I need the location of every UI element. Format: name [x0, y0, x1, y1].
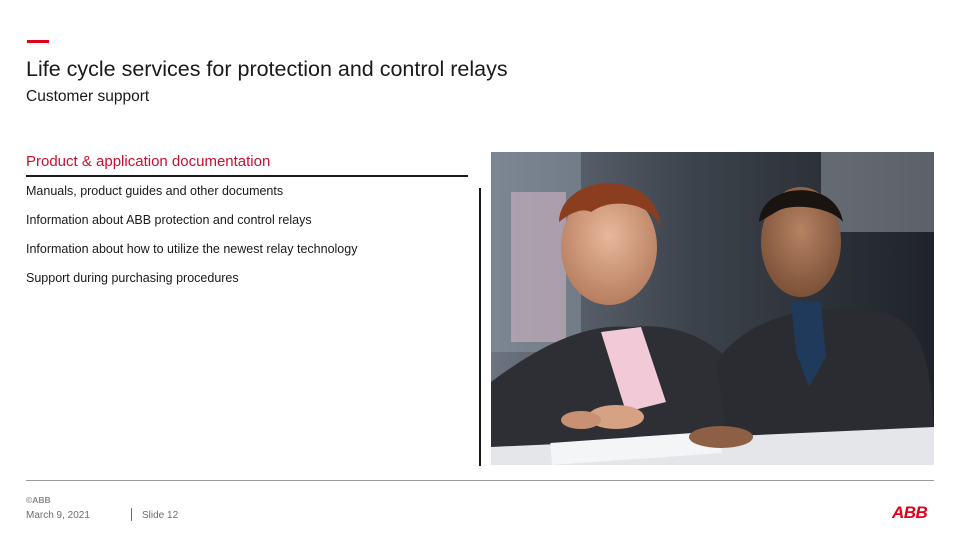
slide-number: Slide 12 — [142, 510, 179, 521]
photo-image — [491, 152, 934, 465]
documentation-list — [26, 183, 357, 299]
title-accent-bar — [27, 40, 49, 43]
footer-date: March 9, 2021 — [26, 510, 90, 521]
list-item: Information about how to utilize the newest relay technology — [26, 242, 358, 256]
footer-divider — [26, 480, 934, 481]
list-item: Support during purchasing procedures — [26, 271, 239, 285]
copyright-text: ©ABB — [26, 495, 51, 505]
slide-title: Life cycle services for protection and control relays — [26, 57, 508, 81]
list-item: Manuals, product guides and other documents — [26, 184, 284, 198]
section-heading: Product & application documentation — [26, 153, 271, 170]
section-divider — [26, 175, 468, 177]
list-item: Information about ABB protection and control relays — [26, 213, 312, 227]
footer-separator — [131, 508, 132, 521]
slide-subtitle: Customer support — [26, 88, 150, 105]
vertical-divider — [479, 188, 481, 466]
abb-logo: ABB — [892, 503, 928, 522]
